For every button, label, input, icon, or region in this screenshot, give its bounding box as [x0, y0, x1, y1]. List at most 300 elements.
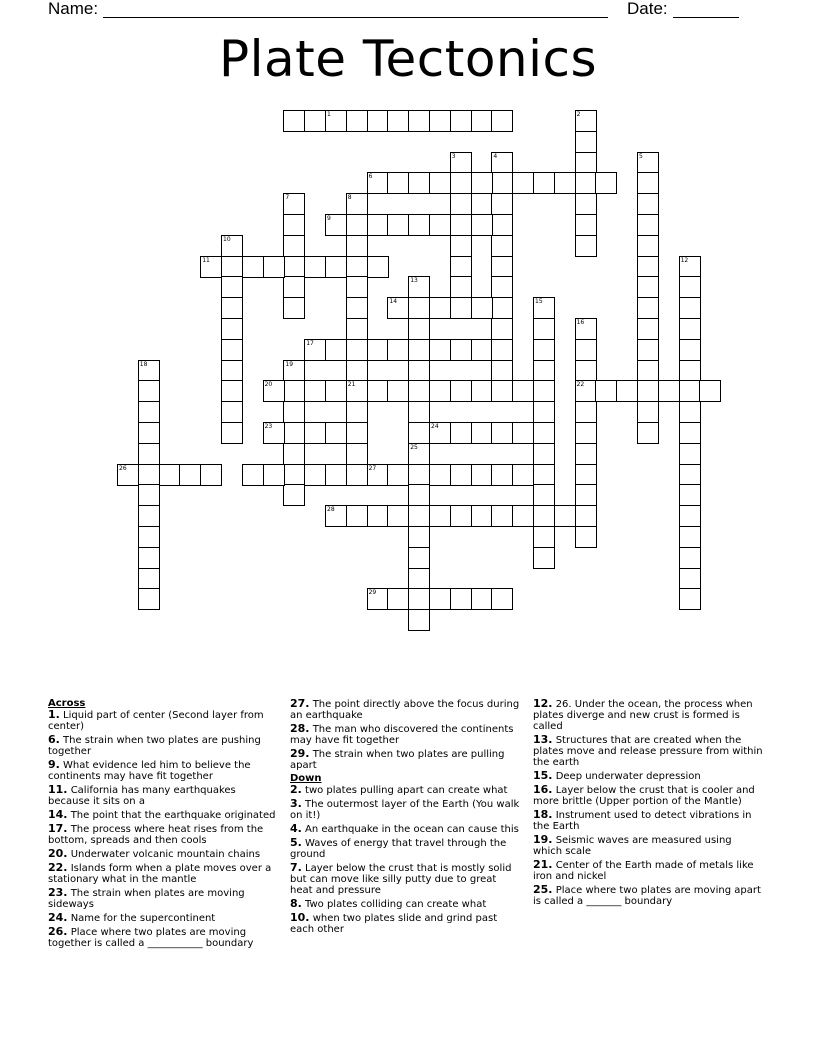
crossword-cell[interactable] [346, 443, 368, 465]
crossword-cell[interactable] [408, 401, 430, 423]
clue-item [48, 823, 278, 846]
crossword-cell[interactable] [679, 401, 701, 423]
crossword-cell[interactable] [491, 172, 513, 194]
crossword-cell[interactable] [346, 110, 368, 132]
crossword-cell[interactable] [346, 256, 368, 278]
crossword-cell[interactable] [304, 464, 326, 486]
crossword-cell[interactable] [429, 505, 451, 527]
crossword-cell[interactable] [491, 318, 513, 340]
crossword-cell[interactable] [679, 297, 701, 319]
crossword-cell[interactable] [200, 256, 222, 278]
crossword-cell[interactable] [575, 110, 597, 132]
down-heading: Down [290, 773, 322, 784]
crossword-cell[interactable] [221, 318, 243, 340]
crossword-cell[interactable] [325, 110, 347, 132]
clue-number: 15. [533, 769, 553, 782]
crossword-cell[interactable] [304, 339, 326, 361]
crossword-cell[interactable] [679, 422, 701, 444]
crossword-cell[interactable] [491, 110, 513, 132]
crossword-cell[interactable] [346, 276, 368, 298]
crossword-cell[interactable] [346, 505, 368, 527]
crossword-cell[interactable] [408, 588, 430, 610]
crossword-cell[interactable] [179, 464, 201, 486]
crossword-cell[interactable] [679, 256, 701, 278]
clue-number: 23. [48, 886, 68, 899]
crossword-cell[interactable] [637, 297, 659, 319]
crossword-cell[interactable] [679, 318, 701, 340]
crossword-cell[interactable] [325, 214, 347, 236]
crossword-cell[interactable] [637, 339, 659, 361]
clue-text: Layer below the crust that is mostly solid but can move like silly putty due to great heat and pressure [290, 863, 512, 896]
crossword-cell[interactable] [450, 110, 472, 132]
crossword-cell[interactable] [408, 380, 430, 402]
crossword-cell[interactable] [679, 339, 701, 361]
clue-text: when two plates slide and grind past each other [290, 913, 498, 935]
crossword-cell[interactable] [263, 256, 285, 278]
crossword-cell[interactable] [637, 318, 659, 340]
crossword-cell[interactable] [637, 172, 659, 194]
clue-item [533, 884, 763, 907]
crossword-cell[interactable] [595, 380, 617, 402]
crossword-cell[interactable] [221, 276, 243, 298]
clue-number: 2 [576, 111, 581, 118]
crossword-cell[interactable] [679, 276, 701, 298]
crossword-cell[interactable] [221, 256, 243, 278]
crossword-cell[interactable] [325, 339, 347, 361]
crossword-cell[interactable] [679, 588, 701, 610]
crossword-cell[interactable] [387, 505, 409, 527]
clue-column-3 [533, 698, 763, 909]
crossword-cell[interactable] [450, 380, 472, 402]
crossword-cell[interactable] [408, 422, 430, 444]
crossword-cell[interactable] [637, 235, 659, 257]
crossword-cell[interactable] [658, 380, 680, 402]
clue-item [533, 809, 763, 832]
crossword-cell[interactable] [387, 110, 409, 132]
crossword-cell[interactable] [325, 464, 347, 486]
crossword-cell[interactable] [408, 110, 430, 132]
crossword-cell[interactable] [450, 505, 472, 527]
crossword-cell[interactable] [575, 484, 597, 506]
crossword-cell[interactable] [471, 464, 493, 486]
crossword-cell[interactable] [471, 380, 493, 402]
clue-number: 17 [306, 339, 314, 347]
crossword-cell[interactable] [346, 235, 368, 257]
crossword-cell[interactable] [429, 380, 451, 402]
crossword-cell[interactable] [346, 297, 368, 319]
crossword-cell[interactable] [325, 422, 347, 444]
crossword-cell[interactable] [575, 401, 597, 423]
crossword-cell[interactable] [408, 318, 430, 340]
crossword-cell[interactable] [512, 380, 534, 402]
crossword-cell[interactable] [283, 193, 305, 215]
clue-number: 12 [680, 256, 689, 264]
crossword-cell[interactable] [575, 505, 597, 527]
crossword-cell[interactable] [533, 172, 555, 194]
crossword-cell[interactable] [450, 256, 472, 278]
crossword-cell[interactable] [138, 505, 160, 527]
crossword-cell[interactable] [429, 588, 451, 610]
crossword-cell[interactable] [283, 110, 305, 132]
crossword-cell[interactable] [533, 297, 555, 319]
crossword-cell[interactable] [533, 422, 555, 444]
crossword-cell[interactable] [491, 297, 513, 319]
crossword-cell[interactable] [575, 318, 597, 340]
name-label: Name: [48, 0, 99, 18]
crossword-cell[interactable] [533, 360, 555, 382]
crossword-cell[interactable] [138, 484, 160, 506]
crossword-cell[interactable] [367, 505, 389, 527]
crossword-cell[interactable] [429, 297, 451, 319]
crossword-cell[interactable] [450, 588, 472, 610]
crossword-cell[interactable] [699, 380, 721, 402]
clue-number: 14. [48, 808, 68, 821]
crossword-cell[interactable] [242, 256, 264, 278]
crossword-cell[interactable] [533, 339, 555, 361]
crossword-cell[interactable] [346, 401, 368, 423]
crossword-cell[interactable] [221, 422, 243, 444]
crossword-cell[interactable] [367, 339, 389, 361]
crossword-cell[interactable] [408, 464, 430, 486]
clue-number: 26 [119, 464, 127, 472]
crossword-cell[interactable] [491, 464, 513, 486]
crossword-cell[interactable] [554, 505, 576, 527]
crossword-cell[interactable] [637, 256, 659, 278]
crossword-cell[interactable] [575, 380, 597, 402]
crossword-cell[interactable] [471, 422, 493, 444]
crossword-cell[interactable] [283, 214, 305, 236]
crossword-cell[interactable] [408, 526, 430, 548]
crossword-cell[interactable] [471, 297, 493, 319]
crossword-cell[interactable] [346, 464, 368, 486]
crossword-cell[interactable] [283, 464, 305, 486]
crossword-cell[interactable] [304, 110, 326, 132]
crossword-cell[interactable] [637, 380, 659, 402]
clue-item [290, 798, 520, 821]
crossword-cell[interactable] [346, 318, 368, 340]
crossword-cell[interactable] [637, 422, 659, 444]
crossword-cell[interactable] [575, 443, 597, 465]
crossword-cell[interactable] [221, 380, 243, 402]
crossword-cell[interactable] [533, 318, 555, 340]
crossword-cell[interactable] [408, 547, 430, 569]
clue-number: 20 [264, 381, 273, 389]
clue-text: What evidence led him to believe the continents may have fit together [48, 760, 251, 782]
crossword-cell[interactable] [491, 339, 513, 361]
crossword-cell[interactable] [512, 505, 534, 527]
crossword-cell[interactable] [679, 380, 701, 402]
clue-number: 23 [264, 423, 273, 430]
crossword-cell[interactable] [283, 422, 305, 444]
clue-text: Seismic waves are measured using which scale [533, 835, 732, 857]
crossword-cell[interactable] [325, 256, 347, 278]
crossword-cell[interactable] [263, 464, 285, 486]
crossword-cell[interactable] [138, 401, 160, 423]
clue-number: 19. [533, 833, 553, 846]
crossword-cell[interactable] [450, 276, 472, 298]
clue-text: Deep underwater depression [555, 771, 701, 782]
crossword-cell[interactable] [283, 380, 305, 402]
crossword-cell[interactable] [367, 172, 389, 194]
crossword-cell[interactable] [346, 339, 368, 361]
crossword-cell[interactable] [387, 464, 409, 486]
crossword-cell[interactable] [429, 110, 451, 132]
crossword-cell[interactable] [346, 360, 368, 382]
crossword-cell[interactable] [491, 214, 513, 236]
clue-item [290, 698, 520, 721]
crossword-cell[interactable] [200, 464, 222, 486]
clue-item [533, 784, 763, 807]
crossword-cell[interactable] [575, 214, 597, 236]
clue-item [48, 862, 278, 885]
crossword-cell[interactable] [450, 464, 472, 486]
clue-text: Place where two plates are moving together is called a ___________ boundary [48, 927, 254, 949]
crossword-cell[interactable] [595, 172, 617, 194]
crossword-cell[interactable] [491, 152, 513, 174]
clue-number: 26. [48, 925, 68, 938]
clue-number: 18 [139, 360, 148, 368]
crossword-cell[interactable] [429, 339, 451, 361]
crossword-cell[interactable] [679, 547, 701, 569]
crossword-cell[interactable] [429, 172, 451, 194]
crossword-cell[interactable] [637, 214, 659, 236]
crossword-cell[interactable] [491, 588, 513, 610]
crossword-cell[interactable] [450, 235, 472, 257]
crossword-cell[interactable] [637, 276, 659, 298]
clue-number: 6 [368, 173, 373, 181]
clue-number: 29 [368, 589, 377, 597]
crossword-cell[interactable] [575, 235, 597, 257]
crossword-cell[interactable] [533, 505, 555, 527]
crossword-cell[interactable] [491, 505, 513, 527]
clue-text: The strain when two plates are pulling apart [290, 749, 505, 771]
crossword-cell[interactable] [533, 464, 555, 486]
crossword-cell[interactable] [450, 214, 472, 236]
crossword-cell[interactable] [408, 484, 430, 506]
crossword-cell[interactable] [575, 152, 597, 174]
crossword-cell[interactable] [367, 380, 389, 402]
crossword-cell[interactable] [471, 505, 493, 527]
clue-item [290, 837, 520, 860]
clues-section [0, 698, 816, 978]
crossword-cell[interactable] [367, 214, 389, 236]
crossword-cell[interactable] [387, 172, 409, 194]
crossword-cell[interactable] [637, 360, 659, 382]
crossword-cell[interactable] [138, 464, 160, 486]
crossword-cell[interactable] [429, 422, 451, 444]
crossword-cell[interactable] [367, 588, 389, 610]
clue-text: Two plates colliding can create what [305, 899, 487, 910]
crossword-cell[interactable] [221, 235, 243, 257]
crossword-cell[interactable] [283, 360, 305, 382]
clue-text: The man who discovered the continents may have fit together [290, 724, 514, 746]
crossword-cell[interactable] [679, 505, 701, 527]
crossword-cell[interactable] [575, 360, 597, 382]
crossword-cell[interactable] [471, 172, 493, 194]
crossword-cell[interactable] [616, 380, 638, 402]
crossword-cell[interactable] [387, 380, 409, 402]
crossword-cell[interactable] [450, 193, 472, 215]
crossword-cell[interactable] [450, 339, 472, 361]
crossword-cell[interactable] [221, 297, 243, 319]
clue-item [533, 834, 763, 857]
clue-column-2 [290, 698, 520, 937]
crossword-cell[interactable] [491, 360, 513, 382]
crossword-cell[interactable] [367, 110, 389, 132]
crossword-cell[interactable] [450, 172, 472, 194]
clue-item [290, 723, 520, 746]
crossword-cell[interactable] [408, 609, 430, 631]
crossword-cell[interactable] [242, 464, 264, 486]
clue-number: 21. [533, 858, 553, 871]
crossword-cell[interactable] [283, 297, 305, 319]
crossword-cell[interactable] [138, 422, 160, 444]
crossword-cell[interactable] [679, 568, 701, 590]
crossword-cell[interactable] [471, 339, 493, 361]
crossword-cell[interactable] [575, 131, 597, 153]
crossword-cell[interactable] [679, 464, 701, 486]
crossword-cell[interactable] [533, 484, 555, 506]
clue-number: 13 [410, 277, 418, 285]
crossword-cell[interactable] [263, 380, 285, 402]
crossword-cell[interactable] [138, 568, 160, 590]
clue-item [290, 823, 520, 835]
clue-text: Liquid part of center (Second layer from center) [48, 710, 264, 732]
clue-number: 5 [639, 152, 643, 160]
clue-number: 1. [48, 708, 60, 721]
crossword-cell[interactable] [491, 380, 513, 402]
crossword-cell[interactable] [408, 568, 430, 590]
crossword-cell[interactable] [575, 172, 597, 194]
crossword-cell[interactable] [304, 422, 326, 444]
crossword-cell[interactable] [429, 464, 451, 486]
crossword-cell[interactable] [408, 172, 430, 194]
crossword-cell[interactable] [471, 214, 493, 236]
crossword-cell[interactable] [575, 193, 597, 215]
crossword-cell[interactable] [512, 464, 534, 486]
crossword-cell[interactable] [346, 380, 368, 402]
crossword-cell[interactable] [554, 172, 576, 194]
crossword-cell[interactable] [575, 526, 597, 548]
page-title: Plate Tectonics [218, 30, 598, 88]
crossword-cell[interactable] [679, 443, 701, 465]
crossword-cell[interactable] [533, 380, 555, 402]
crossword-cell[interactable] [283, 401, 305, 423]
crossword-cell[interactable] [387, 297, 409, 319]
crossword-cell[interactable] [408, 339, 430, 361]
clue-text: The strain when plates are moving sideways [48, 888, 245, 910]
crossword-cell[interactable] [575, 464, 597, 486]
crossword-cell[interactable] [575, 422, 597, 444]
crossword-cell[interactable] [533, 526, 555, 548]
clue-item [48, 926, 278, 949]
crossword-cell[interactable] [325, 505, 347, 527]
crossword-cell[interactable] [117, 464, 139, 486]
crossword-cell[interactable] [491, 256, 513, 278]
crossword-cell[interactable] [283, 443, 305, 465]
crossword-cell[interactable] [512, 172, 534, 194]
clue-number: 27. [290, 697, 310, 710]
crossword-cell[interactable] [159, 464, 181, 486]
crossword-cell[interactable] [471, 588, 493, 610]
crossword-cell[interactable] [408, 360, 430, 382]
clue-number: 11 [202, 256, 210, 264]
clue-text: An earthquake in the ocean can cause this [305, 824, 519, 835]
crossword-cell[interactable] [387, 214, 409, 236]
crossword-cell[interactable] [367, 464, 389, 486]
crossword-cell[interactable] [512, 422, 534, 444]
crossword-cell[interactable] [138, 443, 160, 465]
crossword-cell[interactable] [138, 380, 160, 402]
crossword-cell[interactable] [471, 110, 493, 132]
clue-text: Waves of energy that travel through the ground [290, 838, 507, 860]
crossword-cell[interactable] [408, 276, 430, 298]
crossword-cell[interactable] [283, 276, 305, 298]
crossword-cell[interactable] [637, 152, 659, 174]
crossword-cell[interactable] [346, 214, 368, 236]
crossword-cell[interactable] [221, 360, 243, 382]
crossword-cell[interactable] [408, 214, 430, 236]
crossword-cell[interactable] [283, 256, 305, 278]
crossword-cell[interactable] [138, 360, 160, 382]
crossword-cell[interactable] [346, 193, 368, 215]
crossword-cell[interactable] [408, 505, 430, 527]
crossword-cell[interactable] [637, 401, 659, 423]
crossword-cell[interactable] [533, 547, 555, 569]
crossword-cell[interactable] [408, 443, 430, 465]
crossword-cell[interactable] [533, 401, 555, 423]
clue-text: Instrument used to detect vibrations in the Earth [533, 810, 752, 832]
crossword-cell[interactable] [304, 380, 326, 402]
crossword-cell[interactable] [533, 443, 555, 465]
crossword-cell[interactable] [221, 339, 243, 361]
crossword-cell[interactable] [491, 422, 513, 444]
clue-item [533, 859, 763, 882]
crossword-cell[interactable] [346, 422, 368, 444]
crossword-cell[interactable] [575, 339, 597, 361]
crossword-cell[interactable] [679, 484, 701, 506]
crossword-cell[interactable] [387, 339, 409, 361]
crossword-cell[interactable] [429, 214, 451, 236]
crossword-cell[interactable] [283, 235, 305, 257]
crossword-cell[interactable] [637, 193, 659, 215]
crossword-cell[interactable] [138, 547, 160, 569]
crossword-cell[interactable] [679, 526, 701, 548]
clue-column-1 [48, 698, 278, 951]
clue-text: The point directly above the focus during an earthquake [290, 699, 520, 721]
clue-number: 24 [431, 423, 439, 430]
crossword-cell[interactable] [221, 401, 243, 423]
crossword-cell[interactable] [491, 276, 513, 298]
crossword-cell[interactable] [679, 360, 701, 382]
crossword-cell[interactable] [450, 422, 472, 444]
crossword-cell[interactable] [491, 235, 513, 257]
crossword-cell[interactable] [283, 484, 305, 506]
clue-item [48, 709, 278, 732]
crossword-cell[interactable] [367, 256, 389, 278]
crossword-cell[interactable] [450, 152, 472, 174]
crossword-cell[interactable] [138, 526, 160, 548]
crossword-cell[interactable] [304, 256, 326, 278]
crossword-cell[interactable] [387, 588, 409, 610]
crossword-cell[interactable] [450, 297, 472, 319]
clue-number: 3. [290, 797, 302, 810]
crossword-cell[interactable] [263, 422, 285, 444]
crossword-cell[interactable] [325, 380, 347, 402]
crossword-cell[interactable] [491, 193, 513, 215]
crossword-cell[interactable] [408, 297, 430, 319]
crossword-cell[interactable] [138, 588, 160, 610]
